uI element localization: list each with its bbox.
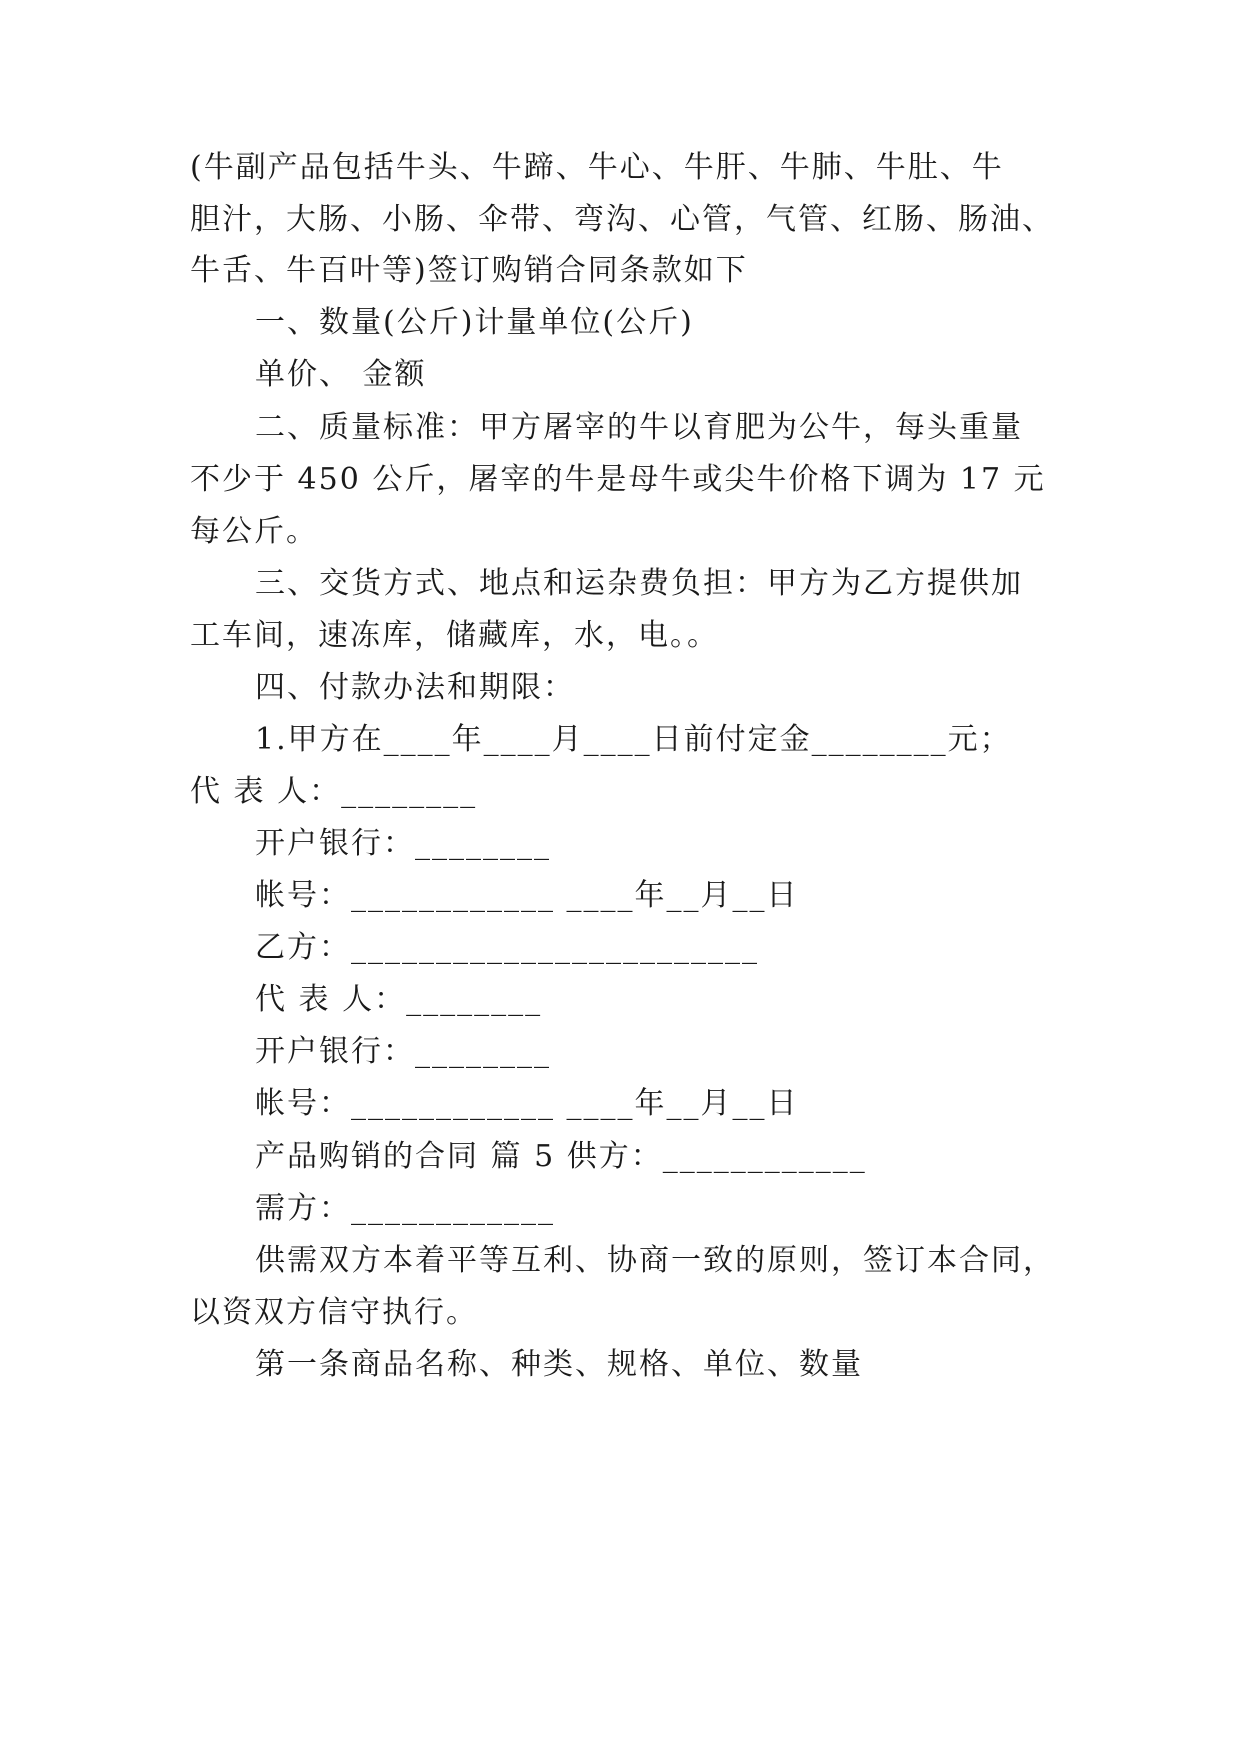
preamble-line-1: 供需双方本着平等互利、协商一致的原则，签订本合同， bbox=[255, 1243, 1055, 1278]
clause-2-quality: 二、质量标准：甲方屠宰的牛以育肥为公牛，每头重量 bbox=[255, 410, 1023, 445]
text-line-10: 工车间，速冻库，储藏库，水，电。。 bbox=[190, 618, 719, 653]
party-b-account-date: 帐号：____________ ____年__月__日 bbox=[255, 1086, 799, 1121]
preamble-line-2: 以资双方信守执行。 bbox=[190, 1295, 478, 1330]
party-b-representative: 代 表 人：________ bbox=[255, 982, 543, 1017]
party-b-line: 乙方：________________________ bbox=[255, 930, 759, 965]
clause-3-delivery: 三、交货方式、地点和运杂费负担：甲方为乙方提供加 bbox=[255, 566, 1023, 601]
text-line-8: 每公斤。 bbox=[190, 514, 318, 549]
party-b-bank: 开户银行：________ bbox=[255, 1034, 551, 1069]
text-line-2: 胆汁，大肠、小肠、伞带、弯沟、心管，气管、红肠、肠油、 bbox=[190, 202, 1054, 237]
party-a-representative: 代 表 人：________ bbox=[190, 774, 478, 809]
deposit-line: 1.甲方在____年____月____日前付定金________元； bbox=[255, 722, 1012, 757]
text-line-3: 牛舌、牛百叶等)签订购销合同条款如下 bbox=[190, 253, 748, 288]
clause-4-payment: 四、付款办法和期限： bbox=[255, 670, 575, 705]
buyer-line: 需方：____________ bbox=[255, 1191, 555, 1226]
article-1-heading: 第一条商品名称、种类、规格、单位、数量 bbox=[255, 1347, 863, 1382]
price-amount-line: 单价、 金额 bbox=[255, 357, 427, 392]
party-a-bank: 开户银行：________ bbox=[255, 826, 551, 861]
text-line-7: 不少于 450 公斤，屠宰的牛是母牛或尖牛价格下调为 17 元 bbox=[190, 462, 1046, 497]
party-a-account-date: 帐号：____________ ____年__月__日 bbox=[255, 878, 799, 913]
text-line-1: (牛副产品包括牛头、牛蹄、牛心、牛肝、牛肺、牛肚、牛 bbox=[190, 150, 1004, 185]
clause-1-quantity: 一、数量(公斤)计量单位(公斤) bbox=[255, 305, 694, 340]
contract-5-supplier: 产品购销的合同 篇 5 供方：____________ bbox=[255, 1139, 867, 1174]
